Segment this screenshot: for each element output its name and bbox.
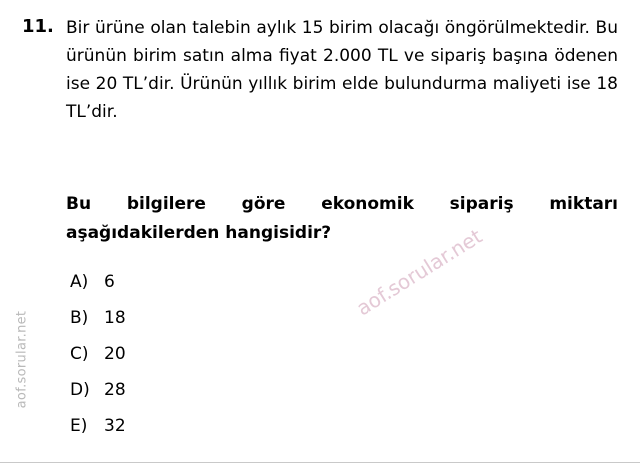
option-text: 32 [104, 416, 126, 436]
question-prompt-text: Bu bilgilere göre ekonomik sipariş miktarı aşağıdakilerden hangisidir? [66, 194, 618, 243]
option-text: 28 [104, 380, 126, 400]
option-text: 18 [104, 308, 126, 328]
option-letter: B) [70, 308, 89, 328]
bottom-divider [0, 462, 640, 463]
option-letter: D) [70, 380, 90, 400]
left-watermark: aof.sorular.net [14, 310, 30, 409]
diagonal-watermark: aof.sorular.net [352, 224, 487, 321]
option-letter: A) [70, 272, 89, 292]
option-text: 6 [104, 272, 115, 292]
answer-option-b[interactable] [70, 308, 570, 344]
answer-options [70, 272, 570, 452]
answer-option-e[interactable] [70, 416, 570, 452]
answer-option-a[interactable] [70, 272, 570, 308]
question-prompt [66, 190, 618, 248]
answer-option-c[interactable] [70, 344, 570, 380]
question-stem-text: Bir ürüne olan talebin aylık 15 birim olacağı öngörülmektedir. Bu ürünün birim satın alma fiyat 2.000 TL ve sipariş başına ödenen ise 20 TL’dir. Ürünün yıllık birim elde bulundurma maliyeti ise 18 TL’dir. [66, 18, 618, 122]
question-number: 11. [22, 16, 54, 37]
option-text: 20 [104, 344, 126, 364]
option-letter: C) [70, 344, 89, 364]
option-letter: E) [70, 416, 88, 436]
question-stem [66, 14, 618, 126]
answer-option-d[interactable] [70, 380, 570, 416]
